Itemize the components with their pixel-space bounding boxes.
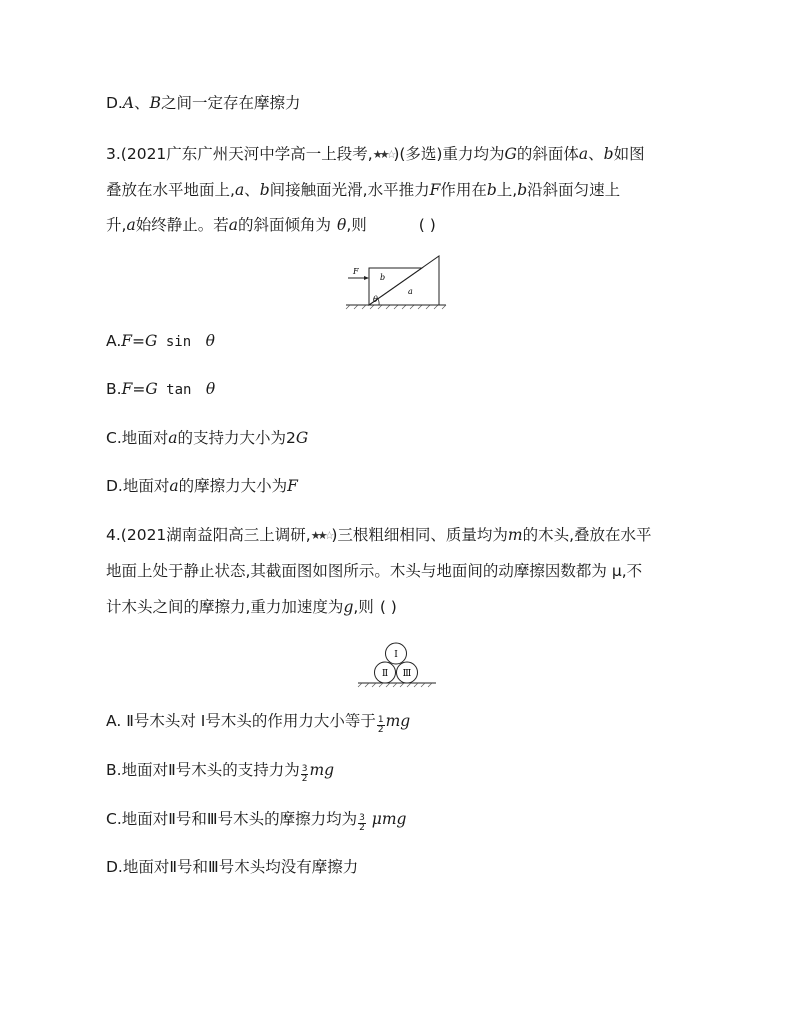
separator: 、 (244, 181, 260, 199)
label-log-III: Ⅲ (402, 669, 412, 679)
option-text: 地面对 (121, 429, 169, 447)
ground-hatching (346, 305, 446, 309)
var-m: m (507, 526, 523, 544)
var-G: G (504, 145, 517, 163)
stem-text: 地面上处于静止状态,其截面图如图所示。木头与地面间的动摩擦因数都为 μ,不 (106, 562, 643, 580)
q4-logs-figure (356, 636, 438, 690)
var-mg: mg (309, 761, 335, 779)
answer-parentheses: ( ) (379, 598, 397, 616)
option-text: 的摩擦力大小为 (178, 477, 288, 495)
var-F: F (121, 332, 133, 350)
source-text: (2021湖南益阳高三上调研, (120, 526, 311, 544)
var-g: g (343, 598, 354, 616)
option-label: B. (106, 380, 122, 398)
var-a-upper: A (122, 94, 135, 112)
q4-stem-line1 (106, 525, 652, 546)
q2-option-d (106, 93, 301, 113)
q3-option-b (106, 379, 215, 400)
var-b: b (517, 181, 528, 199)
option-text: 的支持力大小为2 (177, 429, 296, 447)
separator: 、 (134, 94, 150, 112)
var-mg: mg (385, 712, 411, 730)
var-a: a (578, 145, 589, 163)
option-text: Ⅱ号木头对 Ⅰ号木头的作用力大小等于 (121, 712, 376, 730)
stem-text: ,则 (346, 216, 367, 234)
stem-text: 如图 (613, 145, 645, 163)
var-G: G (145, 332, 158, 350)
q4-option-c (106, 809, 406, 833)
fraction-numerator: 3 (359, 813, 365, 823)
trig-function: sin (157, 334, 200, 350)
fraction-numerator: 3 (301, 764, 308, 774)
stem-text: 的斜面体 (516, 145, 579, 163)
equals-sign: = (132, 380, 146, 398)
equals-sign: = (132, 332, 146, 350)
option-label: D. (106, 94, 123, 112)
label-a: a (408, 287, 413, 296)
q4-stem-line3 (106, 597, 397, 617)
option-text: 地面对 (122, 477, 170, 495)
var-b: b (259, 181, 270, 199)
option-text: 地面对Ⅱ号木头的支持力为 (121, 761, 300, 779)
difficulty-stars-icon: ★★☆ (310, 529, 332, 542)
fraction-denominator: 2 (301, 774, 308, 784)
trig-function: tan (157, 382, 200, 398)
separator: 、 (588, 145, 604, 163)
stem-text: )三根粗细相同、质量均为 (331, 526, 508, 544)
stem-text: 上, (496, 181, 518, 199)
ground-hatching (358, 683, 432, 687)
option-label: A. (106, 332, 122, 350)
option-label: D. (106, 477, 123, 495)
stem-text: 叠放在水平地面上, (106, 181, 235, 199)
var-b-upper: B (149, 94, 161, 112)
q3-stem-line3 (106, 215, 436, 235)
q4-option-b (106, 760, 334, 784)
answer-parentheses: ( ) (418, 216, 436, 234)
fraction-numerator: 1 (377, 715, 384, 725)
option-text: 地面对Ⅱ号和Ⅲ号木头均没有摩擦力 (122, 858, 359, 876)
question-number: 4. (106, 526, 121, 544)
q4-stem-line2 (106, 561, 642, 581)
question-number: 3. (106, 145, 121, 163)
q3-option-a (106, 331, 215, 352)
option-label: D. (106, 858, 123, 876)
q4-option-a (106, 711, 410, 735)
stem-text: ,则 (353, 598, 374, 616)
source-text: (2021广东广州天河中学高一上段考, (120, 145, 373, 163)
fraction (358, 814, 366, 833)
var-F: F (429, 181, 441, 199)
var-b: b (603, 145, 614, 163)
var-mg: mg (381, 810, 407, 828)
q3-option-c (106, 428, 308, 448)
stem-text: 的斜面倾角为 (237, 216, 331, 234)
q3-stem-line1 (106, 144, 645, 165)
var-a: a (228, 216, 238, 234)
fraction (377, 716, 385, 735)
arrowhead-icon (364, 276, 369, 280)
var-G: G (145, 380, 158, 398)
q3-option-d (106, 476, 298, 496)
var-a: a (234, 181, 245, 199)
option-label: C. (106, 810, 122, 828)
var-theta: θ (205, 332, 215, 350)
var-theta: θ (336, 216, 347, 234)
var-mu: μ (366, 810, 382, 828)
stem-text: 始终静止。若 (135, 216, 229, 234)
option-label: A. (106, 712, 122, 730)
fraction-denominator: 2 (377, 725, 384, 735)
q3-incline-figure (342, 252, 448, 312)
stem-text: 沿斜面匀速上 (527, 181, 621, 199)
fraction (301, 765, 309, 784)
option-text: 地面对Ⅱ号和Ⅲ号木头的摩擦力均为 (121, 810, 358, 828)
var-G: G (295, 429, 309, 447)
stem-text: 作用在 (440, 181, 487, 199)
option-label: B. (106, 761, 122, 779)
fraction-denominator: 2 (359, 823, 365, 833)
var-theta: θ (205, 380, 216, 398)
stem-text: )(多选)重力均为 (393, 145, 505, 163)
label-F: F (353, 267, 359, 276)
var-F: F (287, 477, 298, 495)
q3-stem-line2 (106, 180, 620, 200)
label-log-I: Ⅰ (394, 650, 398, 660)
label-b: b (380, 273, 386, 282)
var-F: F (121, 380, 133, 398)
var-b: b (486, 181, 497, 199)
stem-text: 的木头,叠放在水平 (522, 526, 652, 544)
option-text: 之间一定存在摩擦力 (160, 94, 301, 112)
stem-text: 计木头之间的摩擦力,重力加速度为 (106, 598, 344, 616)
difficulty-stars-icon: ★★☆ (372, 148, 394, 161)
var-a: a (168, 429, 178, 447)
stem-text: 升, (106, 216, 127, 234)
stem-text: 间接触面光滑,水平推力 (269, 181, 430, 199)
label-theta: θ (373, 295, 378, 304)
option-label: C. (106, 429, 122, 447)
q4-option-d (106, 857, 358, 877)
var-a: a (169, 477, 179, 495)
angle-arc (378, 299, 379, 305)
var-a: a (126, 216, 136, 234)
label-log-II: Ⅱ (381, 669, 389, 679)
